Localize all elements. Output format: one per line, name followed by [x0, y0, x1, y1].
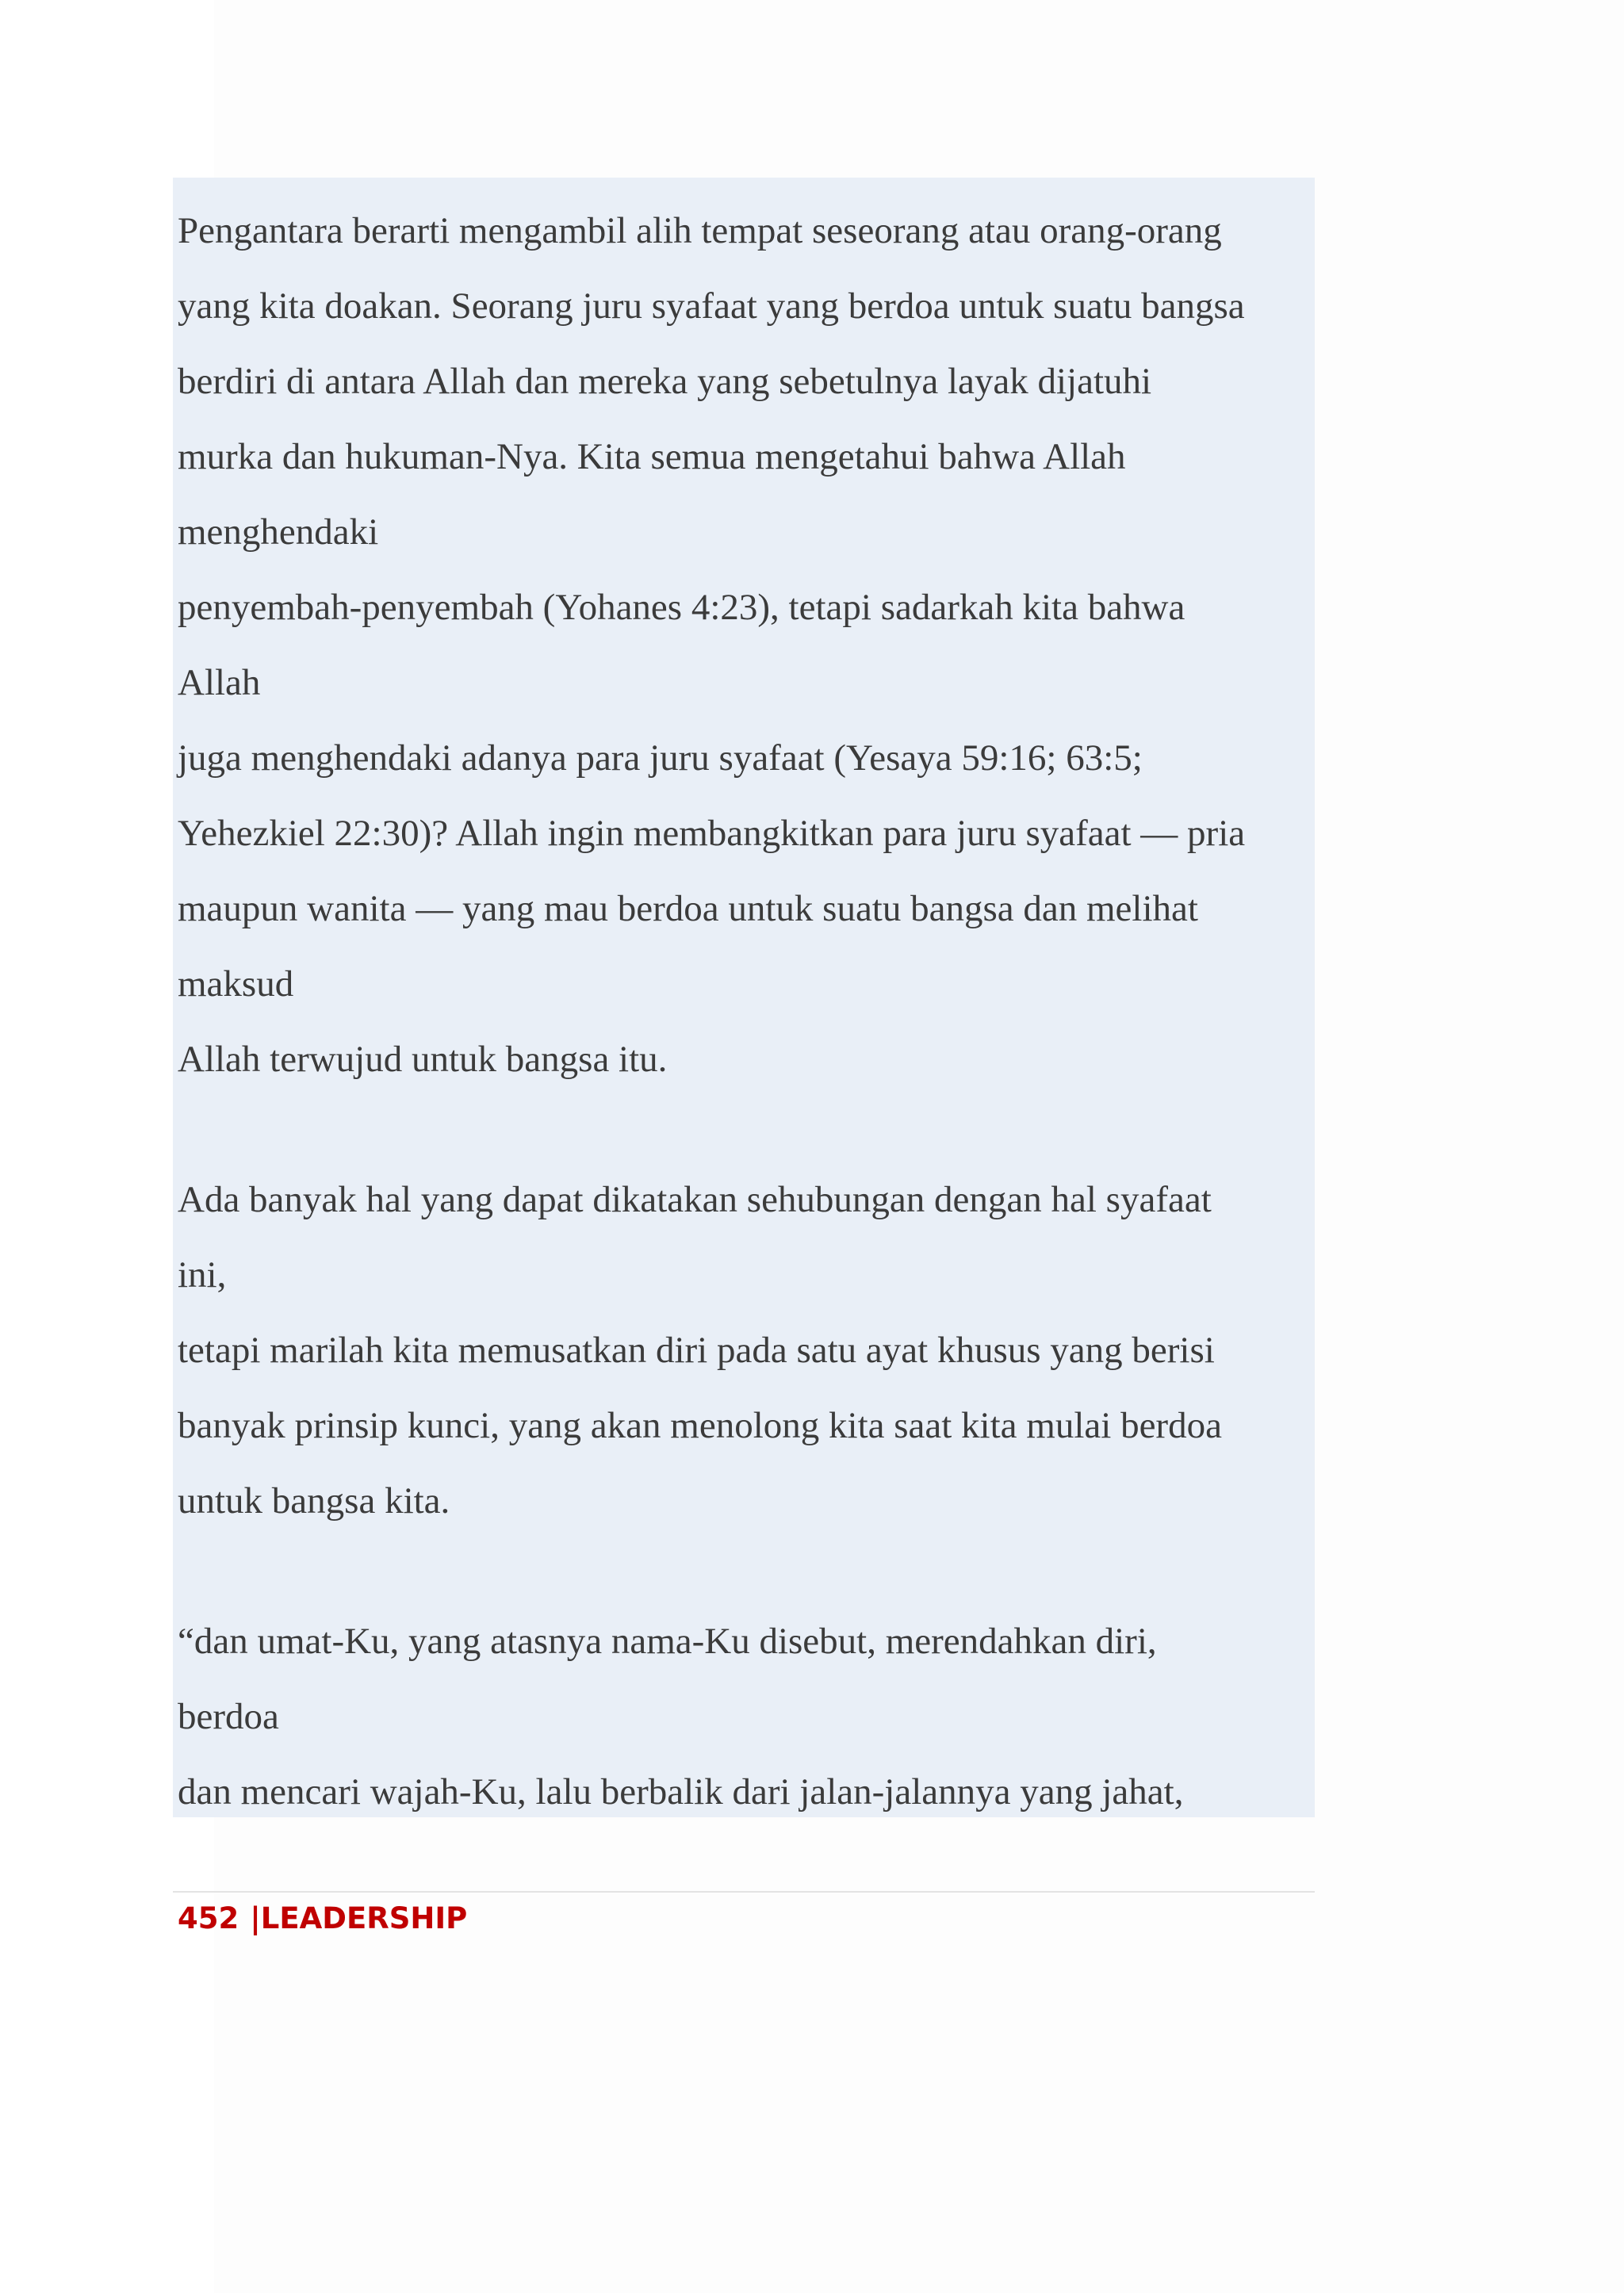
body-line: tetapi marilah kita memusatkan diri pada satu ayat khusus yang berisi — [178, 1330, 1215, 1371]
body-line: Ada banyak hal yang dapat dikatakan sehubungan dengan hal syafaat — [178, 1179, 1212, 1220]
body-line: Allah terwujud untuk bangsa itu. — [178, 1039, 668, 1080]
body-line: Allah — [178, 662, 261, 703]
body-line: “dan umat-Ku, yang atasnya nama-Ku disebut, merendahkan diri, — [178, 1621, 1157, 1662]
page-footer — [178, 1899, 467, 1939]
body-line: berdoa — [178, 1696, 279, 1737]
body-line: penyembah-penyembah (Yohanes 4:23), tetapi sadarkah kita bahwa — [178, 587, 1185, 628]
body-line: ini, — [178, 1254, 227, 1296]
body-line: murka dan hukuman-Nya. Kita semua mengetahui bahwa Allah — [178, 436, 1126, 477]
body-line: maupun wanita — yang mau berdoa untuk suatu bangsa dan melihat — [178, 888, 1198, 929]
body-line: maksud — [178, 963, 294, 1005]
footer-separator: | — [250, 1901, 261, 1935]
body-line: dan mencari wajah-Ku, lalu berbalik dari jalan-jalannya yang jahat, — [178, 1771, 1184, 1813]
body-line: Yehezkiel 22:30)? Allah ingin membangkitkan para juru syafaat — pria — [178, 813, 1246, 854]
page-number: 452 — [178, 1901, 239, 1935]
body-line: Pengantara berarti mengambil alih tempat seseorang atau orang-orang — [178, 210, 1222, 251]
footer-divider — [173, 1891, 1315, 1893]
footer-section-title: LEADERSHIP — [260, 1901, 468, 1935]
body-line: berdiri di antara Allah dan mereka yang sebetulnya layak dijatuhi — [178, 361, 1152, 402]
body-line: untuk bangsa kita. — [178, 1480, 450, 1522]
body-line: juga menghendaki adanya para juru syafaat (Yesaya 59:16; 63:5; — [178, 737, 1143, 779]
body-line: banyak prinsip kunci, yang akan menolong kita saat kita mulai berdoa — [178, 1405, 1222, 1446]
body-line: yang kita doakan. Seorang juru syafaat yang berdoa untuk suatu bangsa — [178, 285, 1245, 327]
body-line: menghendaki — [178, 511, 379, 553]
